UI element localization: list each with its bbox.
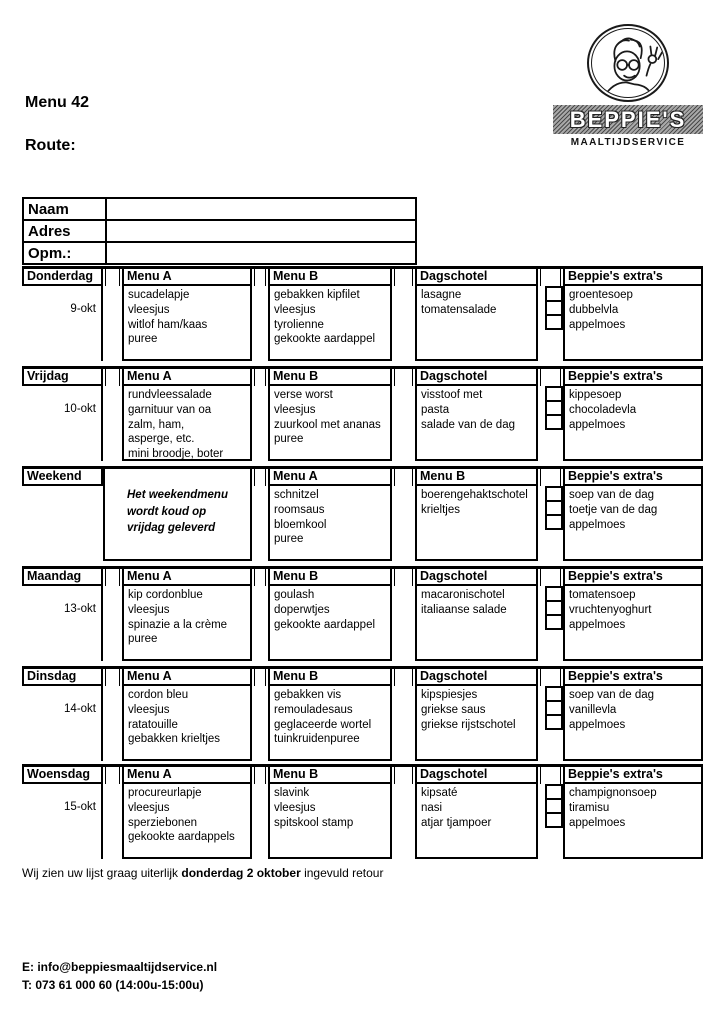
- menu-item: puree: [128, 633, 158, 646]
- menu-item: roomsaus: [274, 503, 325, 516]
- menu-item: goulash: [274, 589, 315, 601]
- menu-item: vleesjus: [274, 801, 316, 814]
- date-cell: 9-okt: [22, 286, 103, 361]
- section-dinsdag: [22, 666, 703, 761]
- dagschotel-items: [415, 586, 538, 661]
- extras-items: [563, 486, 703, 561]
- menu-a-header: Menu A: [122, 569, 252, 586]
- menu-b-mark-cell[interactable]: [254, 269, 266, 286]
- menu-item: krieltjes: [421, 503, 460, 516]
- menu-item: bloemkool: [274, 518, 327, 531]
- day-header: Donderdag: [22, 269, 103, 286]
- menu-a-items: [268, 486, 392, 561]
- menu-item: soep van de dag: [569, 689, 655, 701]
- menu-item: appelmoes: [569, 518, 626, 531]
- menu-b-header: Menu B: [268, 569, 392, 586]
- weekend-note-line: wordt koud op: [127, 505, 207, 518]
- note-deadline: donderdag 2 oktober: [181, 866, 301, 880]
- menu-a-header: Menu A: [122, 369, 252, 386]
- menu-a-mark-cell[interactable]: [105, 369, 120, 386]
- menu-item: vanillevla: [569, 703, 617, 716]
- menu-b-mark-cell[interactable]: [254, 369, 266, 386]
- table-row: [23, 242, 416, 264]
- menu-item: champignonsoep: [569, 787, 657, 799]
- extras-mark-cell[interactable]: [540, 469, 561, 486]
- extras-items: [563, 386, 703, 461]
- extras-items: [563, 286, 703, 361]
- menu-item: italiaanse salade: [421, 603, 507, 616]
- menu-item: kippesoep: [569, 389, 622, 401]
- menu-b-header: Menu B: [268, 669, 392, 686]
- weekend-note-line: vrijdag geleverd: [127, 522, 216, 534]
- dagschotel-mark-cell[interactable]: [394, 669, 413, 686]
- menu-b-header: Menu B: [268, 269, 392, 286]
- menu-item: vleesjus: [128, 703, 170, 716]
- section-weekend: [22, 466, 703, 561]
- weekend-delivery-note: [103, 469, 252, 561]
- dagschotel-items: [415, 386, 538, 461]
- route-label: Route:: [25, 137, 76, 154]
- dagschotel-header: Dagschotel: [415, 569, 538, 586]
- menu-item: procureurlapje: [128, 787, 202, 799]
- extras-mark-cell[interactable]: [540, 569, 561, 586]
- date-cell: 10-okt: [22, 386, 103, 461]
- menu-item: ratatouille: [128, 718, 178, 731]
- menu-item: puree: [128, 333, 158, 346]
- extras-checkbox[interactable]: [545, 714, 563, 730]
- extras-checkbox-column: [538, 586, 563, 661]
- weekend-note-line: Het weekendmenu: [127, 489, 228, 501]
- menu-item: toetje van de dag: [569, 503, 658, 516]
- menu-a-mark-cell[interactable]: [105, 569, 120, 586]
- menu-item: gekookte aardappels: [128, 831, 235, 844]
- adres-input[interactable]: [106, 220, 416, 242]
- dagschotel-items: [415, 286, 538, 361]
- date-cell: 14-okt: [22, 686, 103, 761]
- customer-form: [22, 197, 417, 265]
- section-maandag: [22, 566, 703, 661]
- contact-phone: T: 073 61 000 60 (14:00u-15:00u): [22, 978, 204, 992]
- menu-item: vleesjus: [128, 801, 170, 814]
- menu-item: vruchtenyoghurt: [569, 603, 652, 616]
- menu-item: verse worst: [274, 389, 333, 401]
- menu-item: dubbelvla: [569, 303, 619, 316]
- menu-item: sperziebonen: [128, 816, 198, 829]
- menu-item: visstoof met: [421, 389, 483, 401]
- return-deadline-note: [22, 866, 383, 880]
- extras-mark-cell[interactable]: [540, 767, 561, 784]
- extras-checkbox[interactable]: [545, 614, 563, 630]
- menu-item: zuurkool met ananas: [274, 418, 381, 431]
- extras-checkbox-column: [538, 386, 563, 461]
- menu-item: rundvleessalade: [128, 389, 212, 401]
- extras-items: [563, 784, 703, 859]
- menu-item: asperge, etc.: [128, 433, 195, 446]
- day-header: Dinsdag: [22, 669, 103, 686]
- menu-item: sucadelapje: [128, 289, 190, 301]
- extras-header: Beppie's extra's: [563, 767, 703, 784]
- menu-a-mark-cell[interactable]: [105, 269, 120, 286]
- menu-a-header: Menu A: [268, 469, 392, 486]
- dagschotel-mark-cell[interactable]: [394, 269, 413, 286]
- page-title: Menu 42: [25, 94, 90, 111]
- menu-item: remouladesaus: [274, 703, 353, 716]
- menu-a-items: [122, 286, 252, 361]
- dagschotel-header: Dagschotel: [415, 767, 538, 784]
- table-row: [23, 220, 416, 242]
- extras-checkbox-column: [538, 486, 563, 561]
- menu-a-header: Menu A: [122, 767, 252, 784]
- extras-checkbox-column: [538, 686, 563, 761]
- menu-item: gebakken kipfilet: [274, 289, 360, 301]
- menu-item: gekookte aardappel: [274, 333, 376, 346]
- extras-header: Beppie's extra's: [563, 569, 703, 586]
- menu-b-items: [415, 486, 538, 561]
- menu-item: tomatensalade: [421, 303, 497, 316]
- menu-item: doperwtjes: [274, 603, 330, 616]
- table-row: [23, 198, 416, 220]
- menu-b-mark-cell[interactable]: [254, 669, 266, 686]
- menu-item: lasagne: [421, 289, 462, 301]
- dagschotel-items: [415, 784, 538, 859]
- menu-item: gekookte aardappel: [274, 618, 376, 631]
- menu-item: nasi: [421, 801, 443, 814]
- menu-item: vleesjus: [128, 303, 170, 316]
- brand-name: BEPPIE'S: [569, 106, 687, 132]
- menu-item: tuinkruidenpuree: [274, 733, 360, 746]
- naam-input[interactable]: [106, 198, 416, 220]
- menu-item: tyrolienne: [274, 318, 324, 331]
- extras-header: Beppie's extra's: [563, 669, 703, 686]
- adres-label: Adres: [23, 220, 106, 242]
- opm-label: Opm.:: [23, 242, 106, 264]
- menu-a-header: Menu A: [122, 669, 252, 686]
- menu-item: tiramisu: [569, 801, 610, 814]
- menu-item: witlof ham/kaas: [128, 318, 208, 331]
- day-header: Maandag: [22, 569, 103, 586]
- grandma-ok-gesture-icon: [587, 24, 669, 102]
- menu-b-mark-cell[interactable]: [254, 767, 266, 784]
- menu-a-header: Menu A: [122, 269, 252, 286]
- menu-item: puree: [274, 533, 304, 546]
- extras-mark-cell[interactable]: [540, 269, 561, 286]
- menu-item: garnituur van oa: [128, 403, 212, 416]
- contact-info: [22, 958, 217, 994]
- menu-item: macaronischotel: [421, 589, 505, 601]
- dagschotel-mark-cell[interactable]: [394, 569, 413, 586]
- menu-item: groentesoep: [569, 289, 633, 301]
- extras-checkbox[interactable]: [545, 314, 563, 330]
- menu-item: gebakken vis: [274, 689, 342, 701]
- menu-item: appelmoes: [569, 318, 626, 331]
- menu-b-header: Menu B: [268, 767, 392, 784]
- menu-item: griekse rijstschotel: [421, 718, 516, 731]
- logo-banner: [553, 105, 703, 134]
- menu-b-items: [268, 784, 392, 859]
- menu-a-items: [122, 386, 252, 461]
- menu-item: kipsaté: [421, 787, 458, 799]
- menu-item: mini broodje, boter: [128, 448, 224, 461]
- menu-a-items: [122, 686, 252, 761]
- day-header: Woensdag: [22, 767, 103, 784]
- section-woensdag: [22, 764, 703, 859]
- menu-b-header: Menu B: [268, 369, 392, 386]
- menu-item: salade van de dag: [421, 418, 515, 431]
- extras-checkbox[interactable]: [545, 414, 563, 430]
- menu-item: gebakken krieltjes: [128, 733, 221, 746]
- contact-email: E: info@beppiesmaaltijdservice.nl: [22, 960, 218, 974]
- menu-a-items: [122, 784, 252, 859]
- naam-label: Naam: [23, 198, 106, 220]
- menu-item: cordon bleu: [128, 689, 189, 701]
- note-suffix: ingevuld retour: [300, 866, 384, 880]
- menu-item: appelmoes: [569, 718, 626, 731]
- note-prefix: Wij zien uw lijst graag uiterlijk: [22, 866, 182, 880]
- menu-item: tomatensoep: [569, 589, 636, 601]
- extras-items: [563, 586, 703, 661]
- menu-b-items: [268, 386, 392, 461]
- extras-checkbox-column: [538, 784, 563, 859]
- menu-item: boerengehaktschotel: [421, 489, 528, 501]
- menu-item: atjar tjampoer: [421, 816, 492, 829]
- menu-item: chocoladevla: [569, 403, 637, 416]
- menu-item: vleesjus: [128, 603, 170, 616]
- dagschotel-items: [415, 686, 538, 761]
- menu-item: appelmoes: [569, 418, 626, 431]
- menu-item: spinazie a la crème: [128, 618, 228, 631]
- menu-b-mark-cell[interactable]: [394, 469, 413, 486]
- extras-mark-cell[interactable]: [540, 669, 561, 686]
- menu-b-items: [268, 686, 392, 761]
- extras-items: [563, 686, 703, 761]
- extras-header: Beppie's extra's: [563, 369, 703, 386]
- extras-header: Beppie's extra's: [563, 469, 703, 486]
- menu-item: spitskool stamp: [274, 816, 354, 829]
- day-header: Vrijdag: [22, 369, 103, 386]
- dagschotel-header: Dagschotel: [415, 369, 538, 386]
- menu-b-mark-cell[interactable]: [254, 569, 266, 586]
- menu-item: geglaceerde wortel: [274, 718, 372, 731]
- dagschotel-mark-cell[interactable]: [394, 767, 413, 784]
- dagschotel-mark-cell[interactable]: [394, 369, 413, 386]
- section-vrijdag: [22, 366, 703, 461]
- extras-checkbox[interactable]: [545, 514, 563, 530]
- extras-checkbox-column: [538, 286, 563, 361]
- dagschotel-header: Dagschotel: [415, 669, 538, 686]
- menu-a-mark-cell[interactable]: [254, 469, 266, 486]
- day-header: Weekend: [22, 469, 103, 486]
- extras-checkbox[interactable]: [545, 812, 563, 828]
- menu-item: vleesjus: [274, 303, 316, 316]
- menu-item: puree: [274, 433, 304, 446]
- menu-item: pasta: [421, 403, 450, 416]
- date-cell: 15-okt: [22, 784, 103, 859]
- menu-a-mark-cell[interactable]: [105, 767, 120, 784]
- menu-item: vleesjus: [274, 403, 316, 416]
- date-cell: 13-okt: [22, 586, 103, 661]
- menu-item: slavink: [274, 787, 310, 799]
- dagschotel-header: Dagschotel: [415, 269, 538, 286]
- menu-item: appelmoes: [569, 618, 626, 631]
- extras-mark-cell[interactable]: [540, 369, 561, 386]
- menu-b-items: [268, 286, 392, 361]
- extras-header: Beppie's extra's: [563, 269, 703, 286]
- menu-item: zalm, ham,: [128, 418, 185, 431]
- menu-a-mark-cell[interactable]: [105, 669, 120, 686]
- menu-item: appelmoes: [569, 816, 626, 829]
- menu-item: kip cordonblue: [128, 589, 203, 601]
- menu-b-header: Menu B: [415, 469, 538, 486]
- menu-item: soep van de dag: [569, 489, 655, 501]
- menu-b-items: [268, 586, 392, 661]
- beppies-logo: [553, 24, 703, 148]
- menu-item: griekse saus: [421, 703, 486, 716]
- section-donderdag: [22, 266, 703, 361]
- opm-input[interactable]: [106, 242, 416, 264]
- menu-item: kipspiesjes: [421, 689, 478, 701]
- menu-item: schnitzel: [274, 489, 319, 501]
- menu-a-items: [122, 586, 252, 661]
- brand-subtitle: MAALTIJDSERVICE: [570, 137, 686, 148]
